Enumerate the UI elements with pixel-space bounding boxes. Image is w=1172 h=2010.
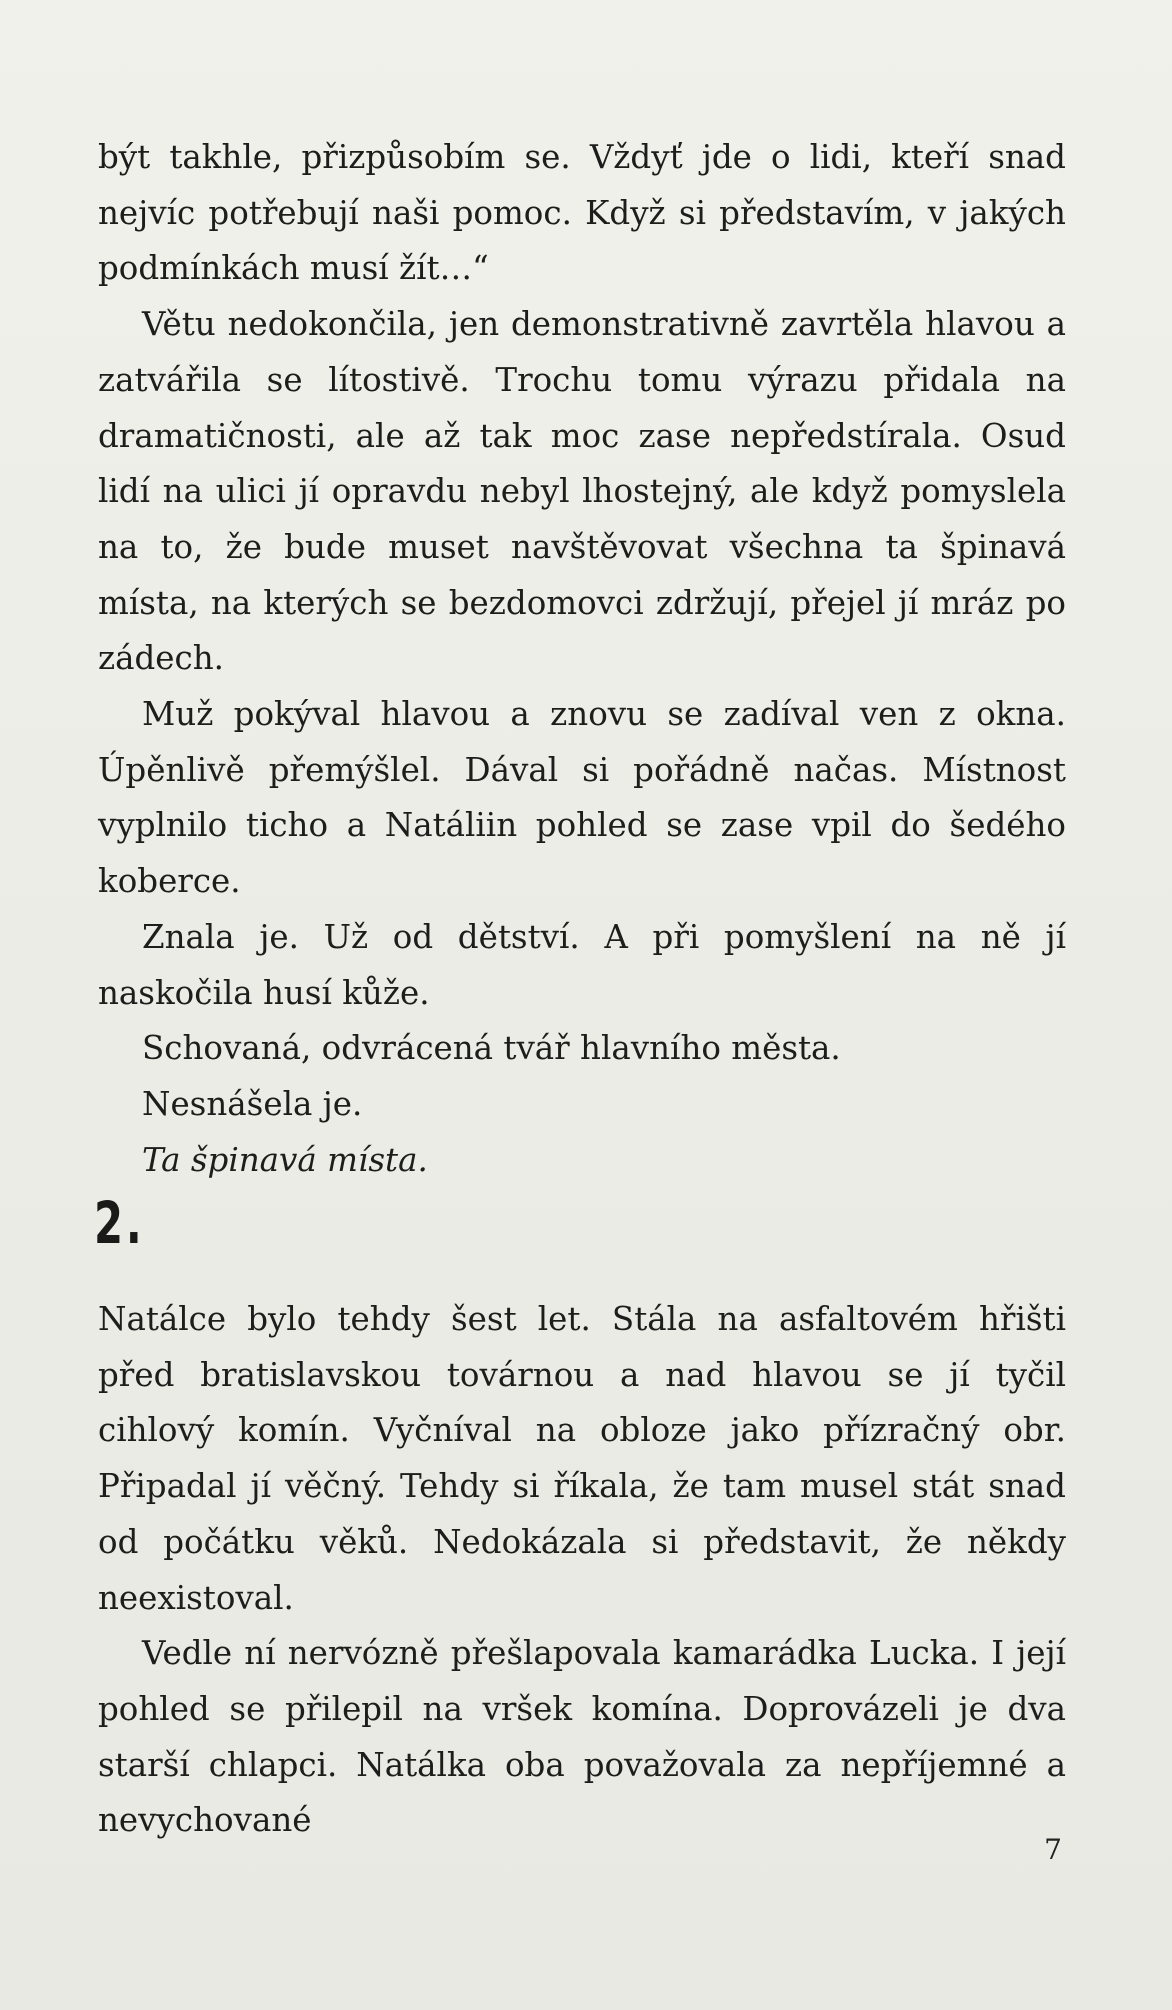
paragraph: být takhle, přizpůsobím se. Vždyť jde o lidi, kteří snad nejvíc potřebují naši pomoc. Když si představím, v jakých podmínkách musí žít…“ [98,138,1066,288]
paragraph: Muž pokýval hlavou a znovu se zadíval ven z okna. Úpěnlivě přemýšlel. Dával si pořádně načas. Místnost vyplnilo ticho a Natáliin pohled se zase vpil do šedého koberce. [98,695,1066,901]
text-section-1 [98,130,1066,1188]
chapter-number: 2. [94,1189,145,1257]
page-number: 7 [1044,1833,1062,1866]
paragraph: Větu nedokončila, jen demonstrativně zavrtěla hlavou a zatvářila se lítostivě. Trochu tomu výrazu přidala na dramatičnosti, ale až tak moc zase nepředstírala. Osud lidí na ulici jí opravdu nebyl lhostejný, ale když pomyslela na to, že bude muset navštěvovat všechna ta špinavá místa, na kterých se bezdomovci zdržují, přejel jí mráz po zádech. [98,305,1066,678]
paragraph: Znala je. Už od dětství. A při pomyšlení na ně jí naskočila husí kůže. [98,917,1066,1012]
paragraph: Nesnášela je. [142,1084,363,1123]
italic-paragraph: Ta špinavá místa. [142,1140,428,1179]
paragraph: Schovaná, odvrácená tvář hlavního města. [142,1029,841,1068]
paragraph: Vedle ní nervózně přešlapovala kamarádka Lucka. I její pohled se přilepil na vršek komína. Doprovázeli je dva starší chlapci. Natálka oba považovala za nepříjemné a nevychované [98,1634,1066,1840]
text-section-2 [98,1292,1066,1849]
paragraph: Natálce bylo tehdy šest let. Stála na asfaltovém hřišti před bratislavskou továrnou a nad hlavou se jí tyčil cihlový komín. Vyčníval na obloze jako přízračný obr. Připadal jí věčný. Tehdy si říkala, že tam musel stát snad od počátku věků. Nedokázala si představit, že někdy neexistoval. [98,1300,1066,1617]
